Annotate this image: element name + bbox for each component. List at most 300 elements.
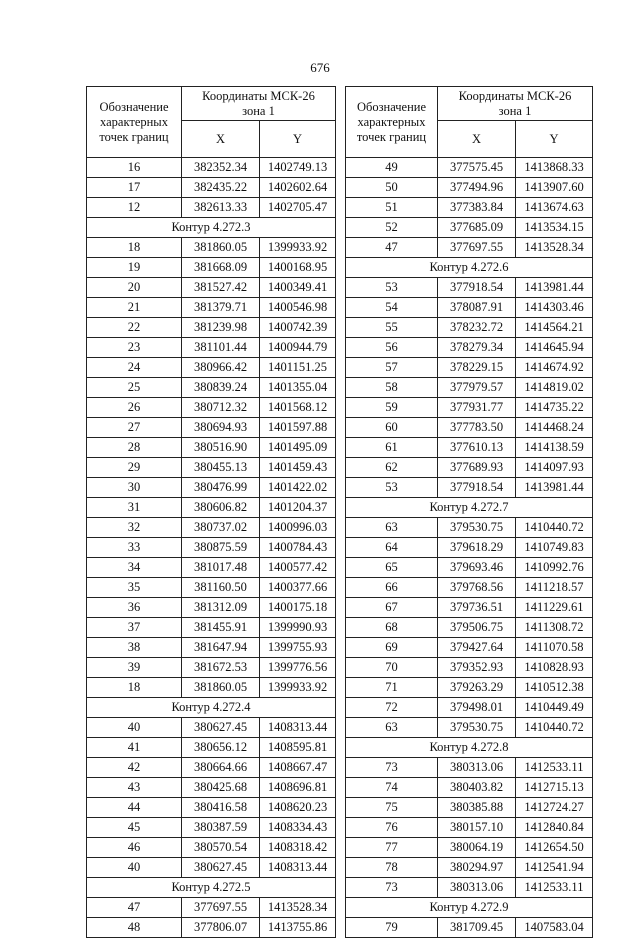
x-coordinate-cell: 377918.54 <box>438 478 516 498</box>
point-id-cell: 20 <box>87 278 182 298</box>
x-coordinate-cell: 377979.57 <box>438 378 516 398</box>
point-id-cell: 21 <box>87 298 182 318</box>
y-coordinate-cell: 1401597.88 <box>260 418 336 438</box>
x-coordinate-cell: 379736.51 <box>438 598 516 618</box>
x-coordinate-cell: 379693.46 <box>438 558 516 578</box>
point-id-cell: 28 <box>87 438 182 458</box>
point-id-cell: 58 <box>346 378 438 398</box>
y-coordinate-cell: 1414645.94 <box>516 338 593 358</box>
x-coordinate-cell: 382352.34 <box>182 158 260 178</box>
x-coordinate-cell: 379530.75 <box>438 718 516 738</box>
contour-header-row <box>87 698 336 718</box>
x-coordinate-cell: 380387.59 <box>182 818 260 838</box>
point-id-cell: 49 <box>346 158 438 178</box>
y-coordinate-cell: 1414097.93 <box>516 458 593 478</box>
point-id-cell: 29 <box>87 458 182 478</box>
table-row <box>87 298 336 318</box>
x-coordinate-cell: 380875.59 <box>182 538 260 558</box>
x-coordinate-cell: 380712.32 <box>182 398 260 418</box>
table-row <box>346 598 593 618</box>
y-coordinate-cell: 1401568.12 <box>260 398 336 418</box>
y-coordinate-cell: 1413907.60 <box>516 178 593 198</box>
table-row <box>87 738 336 758</box>
point-id-cell: 69 <box>346 638 438 658</box>
y-coordinate-cell: 1400168.95 <box>260 258 336 278</box>
x-coordinate-cell: 380416.58 <box>182 798 260 818</box>
point-id-cell: 53 <box>346 478 438 498</box>
x-coordinate-cell: 377918.54 <box>438 278 516 298</box>
x-coordinate-cell: 378229.15 <box>438 358 516 378</box>
table-row <box>87 858 336 878</box>
x-coordinate-cell: 377610.13 <box>438 438 516 458</box>
x-coordinate-cell: 380664.66 <box>182 758 260 778</box>
table-row <box>346 678 593 698</box>
y-coordinate-cell: 1413981.44 <box>516 278 593 298</box>
point-id-cell: 41 <box>87 738 182 758</box>
y-coordinate-cell: 1400349.41 <box>260 278 336 298</box>
x-coordinate-cell: 377383.84 <box>438 198 516 218</box>
table-row <box>87 258 336 278</box>
table-row <box>346 298 593 318</box>
y-coordinate-cell: 1414735.22 <box>516 398 593 418</box>
point-id-cell: 40 <box>87 718 182 738</box>
table-row <box>87 178 336 198</box>
point-id-cell: 66 <box>346 578 438 598</box>
y-coordinate-cell: 1410749.83 <box>516 538 593 558</box>
table-row <box>87 238 336 258</box>
point-id-cell: 26 <box>87 398 182 418</box>
point-id-cell: 22 <box>87 318 182 338</box>
contour-label: Контур 4.272.5 <box>87 878 336 898</box>
point-id-cell: 27 <box>87 418 182 438</box>
y-coordinate-cell: 1401422.02 <box>260 478 336 498</box>
table-row <box>87 578 336 598</box>
y-coordinate-cell: 1401459.43 <box>260 458 336 478</box>
point-id-cell: 37 <box>87 618 182 638</box>
point-id-cell: 47 <box>346 238 438 258</box>
x-coordinate-cell: 382613.33 <box>182 198 260 218</box>
y-coordinate-cell: 1401355.04 <box>260 378 336 398</box>
table-row <box>346 858 593 878</box>
x-coordinate-cell: 377931.77 <box>438 398 516 418</box>
x-coordinate-cell: 379498.01 <box>438 698 516 718</box>
table-row <box>346 278 593 298</box>
table-row <box>87 818 336 838</box>
point-id-cell: 19 <box>87 258 182 278</box>
contour-header-row <box>346 738 593 758</box>
x-coordinate-cell: 379506.75 <box>438 618 516 638</box>
y-coordinate-cell: 1408667.47 <box>260 758 336 778</box>
y-coordinate-cell: 1399755.93 <box>260 638 336 658</box>
y-coordinate-cell: 1413534.15 <box>516 218 593 238</box>
x-coordinate-cell: 380627.45 <box>182 858 260 878</box>
table-row <box>87 398 336 418</box>
point-id-cell: 70 <box>346 658 438 678</box>
table-row <box>87 358 336 378</box>
x-coordinate-cell: 380313.06 <box>438 758 516 778</box>
coord-system-line1: Координаты МСК-26 <box>458 88 572 103</box>
point-id-cell: 51 <box>346 198 438 218</box>
table-row <box>87 438 336 458</box>
point-id-cell: 61 <box>346 438 438 458</box>
table-row <box>87 758 336 778</box>
y-coordinate-cell: 1400546.98 <box>260 298 336 318</box>
coord-system-header <box>182 87 336 121</box>
y-coordinate-cell: 1410828.93 <box>516 658 593 678</box>
x-coordinate-cell: 381668.09 <box>182 258 260 278</box>
point-id-cell: 60 <box>346 418 438 438</box>
x-coordinate-cell: 380839.24 <box>182 378 260 398</box>
x-coordinate-cell: 378279.34 <box>438 338 516 358</box>
designation-header: Обозначение характерных точек границ <box>87 87 182 158</box>
point-id-cell: 68 <box>346 618 438 638</box>
point-id-cell: 34 <box>87 558 182 578</box>
y-coordinate-cell: 1399776.56 <box>260 658 336 678</box>
table-row <box>87 318 336 338</box>
contour-label: Контур 4.272.8 <box>346 738 593 758</box>
y-coordinate-cell: 1408595.81 <box>260 738 336 758</box>
table-row <box>346 378 593 398</box>
table-row <box>87 658 336 678</box>
table-row <box>87 338 336 358</box>
x-coordinate-cell: 380313.06 <box>438 878 516 898</box>
x-coordinate-cell: 377685.09 <box>438 218 516 238</box>
table-row <box>87 718 336 738</box>
contour-header-row <box>87 878 336 898</box>
point-id-cell: 48 <box>87 918 182 938</box>
y-coordinate-cell: 1402749.13 <box>260 158 336 178</box>
y-coordinate-cell: 1411229.61 <box>516 598 593 618</box>
table-row <box>346 618 593 638</box>
contour-header-row <box>346 258 593 278</box>
point-id-cell: 12 <box>87 198 182 218</box>
table-body-right <box>346 158 593 938</box>
y-coordinate-cell: 1401204.37 <box>260 498 336 518</box>
y-coordinate-cell: 1399990.93 <box>260 618 336 638</box>
y-coordinate-cell: 1400742.39 <box>260 318 336 338</box>
table-row <box>87 778 336 798</box>
point-id-cell: 44 <box>87 798 182 818</box>
x-coordinate-cell: 380737.02 <box>182 518 260 538</box>
y-coordinate-cell: 1400944.79 <box>260 338 336 358</box>
y-coordinate-cell: 1412724.27 <box>516 798 593 818</box>
x-coordinate-cell: 380385.88 <box>438 798 516 818</box>
y-coordinate-cell: 1412541.94 <box>516 858 593 878</box>
table-row <box>346 718 593 738</box>
y-coordinate-cell: 1412533.11 <box>516 878 593 898</box>
y-coordinate-cell: 1402705.47 <box>260 198 336 218</box>
x-coordinate-cell: 378087.91 <box>438 298 516 318</box>
x-coordinate-cell: 381455.91 <box>182 618 260 638</box>
table-row <box>87 678 336 698</box>
point-id-cell: 17 <box>87 178 182 198</box>
y-coordinate-cell: 1414819.02 <box>516 378 593 398</box>
x-header: X <box>182 121 260 158</box>
x-coordinate-cell: 380570.54 <box>182 838 260 858</box>
x-coordinate-cell: 379352.93 <box>438 658 516 678</box>
point-id-cell: 46 <box>87 838 182 858</box>
x-coordinate-cell: 381860.05 <box>182 678 260 698</box>
x-coordinate-cell: 379530.75 <box>438 518 516 538</box>
y-coordinate-cell: 1400996.03 <box>260 518 336 538</box>
x-coordinate-cell: 377494.96 <box>438 178 516 198</box>
y-coordinate-cell: 1399933.92 <box>260 678 336 698</box>
x-coordinate-cell: 381672.53 <box>182 658 260 678</box>
point-id-cell: 35 <box>87 578 182 598</box>
x-coordinate-cell: 379768.56 <box>438 578 516 598</box>
y-coordinate-cell: 1408313.44 <box>260 858 336 878</box>
table-row <box>346 778 593 798</box>
y-coordinate-cell: 1400377.66 <box>260 578 336 598</box>
point-id-cell: 59 <box>346 398 438 418</box>
point-id-cell: 67 <box>346 598 438 618</box>
table-row <box>346 418 593 438</box>
y-coordinate-cell: 1414564.21 <box>516 318 593 338</box>
x-coordinate-cell: 380294.97 <box>438 858 516 878</box>
y-coordinate-cell: 1401495.09 <box>260 438 336 458</box>
table-row <box>87 418 336 438</box>
contour-label: Контур 4.272.3 <box>87 218 336 238</box>
x-coordinate-cell: 381379.71 <box>182 298 260 318</box>
table-row <box>346 878 593 898</box>
point-id-cell: 63 <box>346 518 438 538</box>
x-coordinate-cell: 377575.45 <box>438 158 516 178</box>
x-coordinate-cell: 381017.48 <box>182 558 260 578</box>
y-header: Y <box>516 121 593 158</box>
table-row <box>346 578 593 598</box>
x-coordinate-cell: 381312.09 <box>182 598 260 618</box>
x-coordinate-cell: 381860.05 <box>182 238 260 258</box>
y-coordinate-cell: 1414674.92 <box>516 358 593 378</box>
table-row <box>346 358 593 378</box>
y-coordinate-cell: 1410449.49 <box>516 698 593 718</box>
coordinates-table-left <box>86 86 336 938</box>
x-coordinate-cell: 380627.45 <box>182 718 260 738</box>
table-row <box>346 758 593 778</box>
table-row <box>346 218 593 238</box>
x-coordinate-cell: 381647.94 <box>182 638 260 658</box>
x-coordinate-cell: 379427.64 <box>438 638 516 658</box>
y-coordinate-cell: 1408620.23 <box>260 798 336 818</box>
point-id-cell: 31 <box>87 498 182 518</box>
x-coordinate-cell: 381239.98 <box>182 318 260 338</box>
table-row <box>87 518 336 538</box>
table-row <box>346 698 593 718</box>
point-id-cell: 18 <box>87 678 182 698</box>
table-row <box>346 198 593 218</box>
table-row <box>346 318 593 338</box>
table-row <box>87 458 336 478</box>
point-id-cell: 71 <box>346 678 438 698</box>
table-row <box>346 158 593 178</box>
y-coordinate-cell: 1413755.86 <box>260 918 336 938</box>
contour-header-row <box>346 898 593 918</box>
contour-header-row <box>346 498 593 518</box>
point-id-cell: 79 <box>346 918 438 938</box>
table-row <box>87 558 336 578</box>
coord-system-line2: зона 1 <box>242 103 275 118</box>
x-coordinate-cell: 381709.45 <box>438 918 516 938</box>
point-id-cell: 40 <box>87 858 182 878</box>
y-coordinate-cell: 1411308.72 <box>516 618 593 638</box>
point-id-cell: 25 <box>87 378 182 398</box>
y-coordinate-cell: 1401151.25 <box>260 358 336 378</box>
table-row <box>346 838 593 858</box>
point-id-cell: 75 <box>346 798 438 818</box>
point-id-cell: 78 <box>346 858 438 878</box>
x-header: X <box>438 121 516 158</box>
x-coordinate-cell: 380425.68 <box>182 778 260 798</box>
point-id-cell: 64 <box>346 538 438 558</box>
x-coordinate-cell: 380455.13 <box>182 458 260 478</box>
table-row <box>87 798 336 818</box>
coordinates-table-right <box>345 86 593 938</box>
x-coordinate-cell: 380157.10 <box>438 818 516 838</box>
table-row <box>87 498 336 518</box>
contour-label: Контур 4.272.9 <box>346 898 593 918</box>
point-id-cell: 42 <box>87 758 182 778</box>
x-coordinate-cell: 380966.42 <box>182 358 260 378</box>
x-coordinate-cell: 381101.44 <box>182 338 260 358</box>
point-id-cell: 55 <box>346 318 438 338</box>
y-coordinate-cell: 1400577.42 <box>260 558 336 578</box>
point-id-cell: 65 <box>346 558 438 578</box>
y-coordinate-cell: 1413528.34 <box>516 238 593 258</box>
y-coordinate-cell: 1412715.13 <box>516 778 593 798</box>
y-coordinate-cell: 1410440.72 <box>516 718 593 738</box>
table-row <box>346 658 593 678</box>
point-id-cell: 36 <box>87 598 182 618</box>
point-id-cell: 50 <box>346 178 438 198</box>
table-row <box>87 618 336 638</box>
x-coordinate-cell: 378232.72 <box>438 318 516 338</box>
y-coordinate-cell: 1414468.24 <box>516 418 593 438</box>
point-id-cell: 57 <box>346 358 438 378</box>
y-coordinate-cell: 1413981.44 <box>516 478 593 498</box>
x-coordinate-cell: 381527.42 <box>182 278 260 298</box>
y-coordinate-cell: 1411218.57 <box>516 578 593 598</box>
coord-system-line1: Координаты МСК-26 <box>202 88 315 103</box>
point-id-cell: 72 <box>346 698 438 718</box>
y-coordinate-cell: 1411070.58 <box>516 638 593 658</box>
point-id-cell: 74 <box>346 778 438 798</box>
coord-system-header <box>438 87 593 121</box>
table-row <box>346 558 593 578</box>
x-coordinate-cell: 377697.55 <box>438 238 516 258</box>
x-coordinate-cell: 379263.29 <box>438 678 516 698</box>
y-coordinate-cell: 1408313.44 <box>260 718 336 738</box>
y-coordinate-cell: 1413868.33 <box>516 158 593 178</box>
point-id-cell: 62 <box>346 458 438 478</box>
table-row <box>87 158 336 178</box>
y-header: Y <box>260 121 336 158</box>
table-row <box>87 638 336 658</box>
table-row <box>87 838 336 858</box>
table-row <box>346 338 593 358</box>
table-row <box>346 438 593 458</box>
point-id-cell: 52 <box>346 218 438 238</box>
y-coordinate-cell: 1408696.81 <box>260 778 336 798</box>
y-coordinate-cell: 1410440.72 <box>516 518 593 538</box>
table-row <box>346 458 593 478</box>
x-coordinate-cell: 380694.93 <box>182 418 260 438</box>
x-coordinate-cell: 380656.12 <box>182 738 260 758</box>
y-coordinate-cell: 1408318.42 <box>260 838 336 858</box>
point-id-cell: 43 <box>87 778 182 798</box>
x-coordinate-cell: 380403.82 <box>438 778 516 798</box>
point-id-cell: 30 <box>87 478 182 498</box>
contour-header-row <box>87 218 336 238</box>
table-row <box>346 538 593 558</box>
point-id-cell: 73 <box>346 758 438 778</box>
y-coordinate-cell: 1413674.63 <box>516 198 593 218</box>
point-id-cell: 32 <box>87 518 182 538</box>
point-id-cell: 16 <box>87 158 182 178</box>
point-id-cell: 33 <box>87 538 182 558</box>
point-id-cell: 76 <box>346 818 438 838</box>
table-row <box>346 238 593 258</box>
x-coordinate-cell: 377806.07 <box>182 918 260 938</box>
point-id-cell: 47 <box>87 898 182 918</box>
table-row <box>346 638 593 658</box>
point-id-cell: 63 <box>346 718 438 738</box>
x-coordinate-cell: 377697.55 <box>182 898 260 918</box>
y-coordinate-cell: 1410992.76 <box>516 558 593 578</box>
y-coordinate-cell: 1402602.64 <box>260 178 336 198</box>
y-coordinate-cell: 1412654.50 <box>516 838 593 858</box>
point-id-cell: 53 <box>346 278 438 298</box>
x-coordinate-cell: 380606.82 <box>182 498 260 518</box>
y-coordinate-cell: 1410512.38 <box>516 678 593 698</box>
coord-system-line2: зона 1 <box>498 103 532 118</box>
point-id-cell: 77 <box>346 838 438 858</box>
y-coordinate-cell: 1414303.46 <box>516 298 593 318</box>
x-coordinate-cell: 377689.93 <box>438 458 516 478</box>
contour-label: Контур 4.272.6 <box>346 258 593 278</box>
table-row <box>346 478 593 498</box>
table-row <box>346 818 593 838</box>
y-coordinate-cell: 1400784.43 <box>260 538 336 558</box>
point-id-cell: 56 <box>346 338 438 358</box>
table-body-left <box>87 158 336 938</box>
contour-label: Контур 4.272.4 <box>87 698 336 718</box>
table-row <box>346 798 593 818</box>
x-coordinate-cell: 380516.90 <box>182 438 260 458</box>
point-id-cell: 23 <box>87 338 182 358</box>
table-row <box>346 398 593 418</box>
x-coordinate-cell: 380064.19 <box>438 838 516 858</box>
x-coordinate-cell: 381160.50 <box>182 578 260 598</box>
point-id-cell: 45 <box>87 818 182 838</box>
y-coordinate-cell: 1400175.18 <box>260 598 336 618</box>
y-coordinate-cell: 1408334.43 <box>260 818 336 838</box>
y-coordinate-cell: 1412533.11 <box>516 758 593 778</box>
table-row <box>87 378 336 398</box>
x-coordinate-cell: 377783.50 <box>438 418 516 438</box>
point-id-cell: 54 <box>346 298 438 318</box>
table-row <box>87 278 336 298</box>
point-id-cell: 38 <box>87 638 182 658</box>
table-row <box>87 538 336 558</box>
table-row <box>87 598 336 618</box>
x-coordinate-cell: 382435.22 <box>182 178 260 198</box>
y-coordinate-cell: 1407583.04 <box>516 918 593 938</box>
designation-header: Обозначение характерных точек границ <box>346 87 438 158</box>
y-coordinate-cell: 1412840.84 <box>516 818 593 838</box>
point-id-cell: 73 <box>346 878 438 898</box>
page-number: 676 <box>310 60 330 75</box>
x-coordinate-cell: 379618.29 <box>438 538 516 558</box>
